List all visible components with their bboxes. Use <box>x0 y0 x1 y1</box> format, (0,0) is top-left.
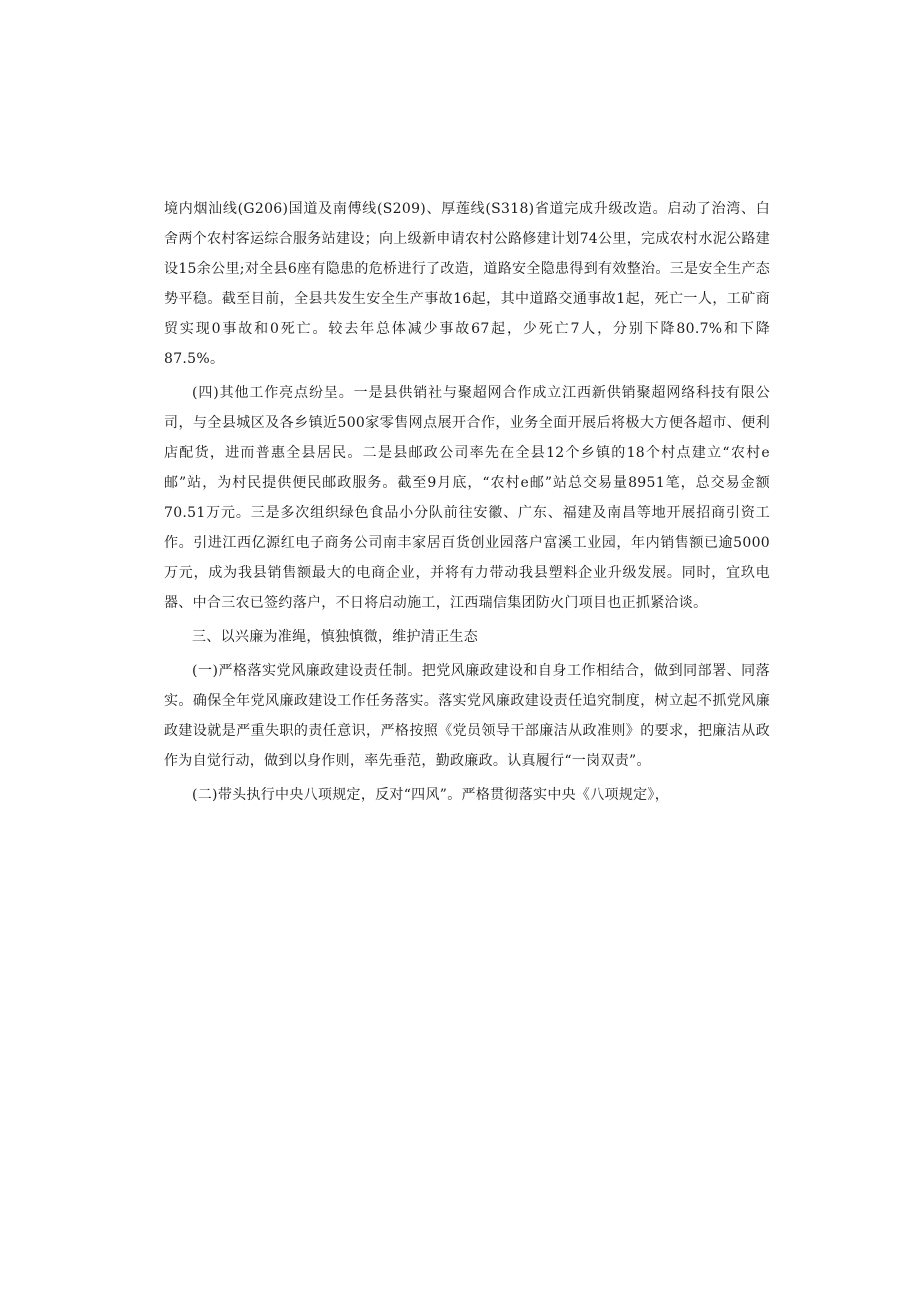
paragraph-responsibility-system: (一)严格落实党风廉政建设责任制。把党风廉政建设和自身工作相结合，做到同部署、同落实。确保全年党风廉政建设工作任务落实。落实党风廉政建设责任追究制度，树立起不抓党风廉政建设就是严重失职的责任意识，严格按照《党员领导干部廉洁从政准则》的要求，把廉洁从政作为自觉行动，做到以身作则，率先垂范，勤政廉政。认真履行“一岗双责”。 <box>164 663 770 769</box>
section-heading-integrity: 三、以兴廉为准绳，慎独慎微，维护清正生态 <box>192 629 478 645</box>
paragraph-eight-regulations: (二)带头执行中央八项规定，反对“四风”。严格贯彻落实中央《八项规定》， <box>192 787 670 803</box>
paragraph-other-highlights: (四)其他工作亮点纷呈。一是县供销社与聚超网合作成立江西新供销聚超网络科技有限公司，与全县城区及各乡镇近500家零售网点展开合作，业务全面开展后将极大方便各超市、便利店配货，进而普惠全县居民。二是县邮政公司率先在全县12个乡镇的18个村点建立“农村e邮”站，为村民提供便民邮政服务。截至9月底，“农村e邮”站总交易量8951笔，总交易金额70.51万元。三是多次组织绿色食品小分队前往安徽、广东、福建及南昌等地开展招商引资工作。引进江西亿源红电子商务公司南丰家居百货创业园落户富溪工业园，年内销售额已逾5000万元，成为我县销售额最大的电商企业，并将有力带动我县塑料企业升级发展。同时，宜玖电器、中合三农已签约落户，不日将启动施工，江西瑞信集团防火门项目也正抓紧洽谈。 <box>164 385 770 611</box>
paragraph-transport-safety: 境内烟汕线(G206)国道及南傅线(S209)、厚莲线(S318)省道完成升级改造。启动了治湾、白舍两个农村客运综合服务站建设；向上级新申请农村公路修建计划74公里，完成农村水泥公路建设15余公里;对全县6座有隐患的危桥进行了改造，道路安全隐患得到有效整治。三是安全生产态势平稳。截至目前，全县共发生安全生产事故16起，其中道路交通事故1起，死亡一人，工矿商贸实现0事故和0死亡。较去年总体减少事故67起，少死亡7人，分别下降80.7%和下降87.5%。 <box>164 201 770 367</box>
document-body <box>164 194 770 814</box>
